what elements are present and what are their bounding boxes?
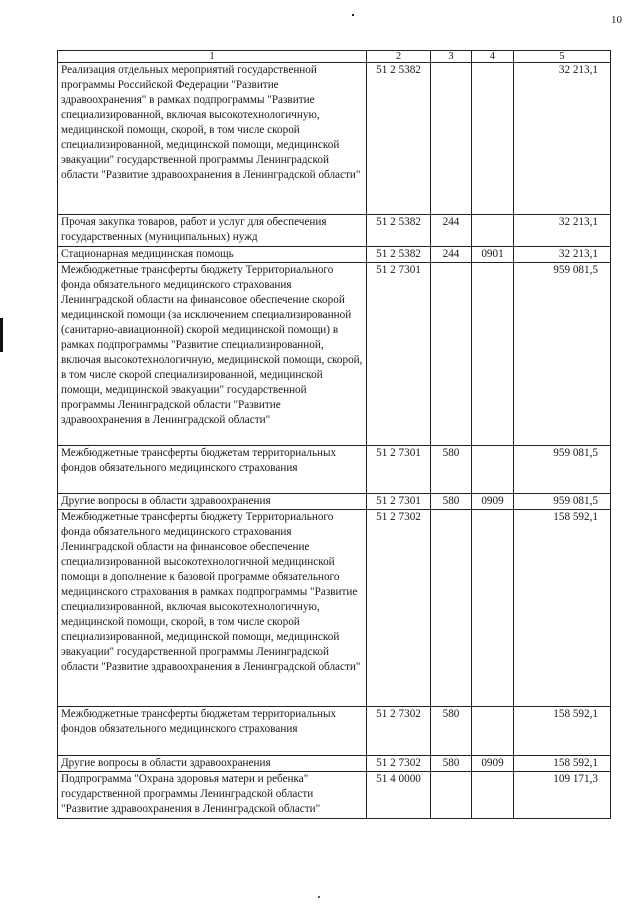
- row-section: [472, 63, 514, 215]
- row-description: Реализация отдельных мероприятий государственной программы Российской Федерации "Развитие здравоохранения" в рамках подпрограммы "Развитие специализированной, включая высокотехнологичную, медицинской помощи, скорой, в том числе скорой специализированной, медицинской помощи, медицинской эвакуации" государственной программы Ленинградской области "Развитие здравоохранения в Ленинградской области": [58, 63, 367, 215]
- row-code: 51 2 7302: [367, 756, 431, 772]
- row-expense-type: [431, 510, 472, 707]
- row-amount: 959 081,5: [514, 494, 611, 510]
- column-header: 2: [367, 51, 431, 63]
- row-section: [472, 510, 514, 707]
- budget-table: [57, 50, 611, 819]
- table-row: [58, 215, 611, 247]
- row-section: 0909: [472, 494, 514, 510]
- row-section: [472, 446, 514, 494]
- column-header: 4: [472, 51, 514, 63]
- row-expense-type: 580: [431, 707, 472, 756]
- column-header: 3: [431, 51, 472, 63]
- row-expense-type: [431, 263, 472, 446]
- row-description: Стационарная медицинская помощь: [58, 247, 367, 263]
- column-header: 5: [514, 51, 611, 63]
- row-section: [472, 772, 514, 819]
- table-row: [58, 63, 611, 215]
- row-amount: 959 081,5: [514, 263, 611, 446]
- row-section: 0909: [472, 756, 514, 772]
- row-code: 51 2 5382: [367, 63, 431, 215]
- row-expense-type: [431, 772, 472, 819]
- row-code: 51 2 7301: [367, 446, 431, 494]
- row-expense-type: 580: [431, 446, 472, 494]
- row-description: Межбюджетные трансферты бюджетам территориальных фондов обязательного медицинского страхования: [58, 707, 367, 756]
- row-code: 51 2 7301: [367, 494, 431, 510]
- row-amount: 32 213,1: [514, 215, 611, 247]
- row-expense-type: 580: [431, 756, 472, 772]
- row-code: 51 2 5382: [367, 215, 431, 247]
- row-description: Межбюджетные трансферты бюджетам территориальных фондов обязательного медицинского страхования: [58, 446, 367, 494]
- table-row: [58, 494, 611, 510]
- row-amount: 959 081,5: [514, 446, 611, 494]
- table-row: [58, 247, 611, 263]
- row-code: 51 2 5382: [367, 247, 431, 263]
- row-code: 51 2 7302: [367, 510, 431, 707]
- table-header-row: [58, 51, 611, 63]
- table-row: [58, 756, 611, 772]
- row-description: Другие вопросы в области здравоохранения: [58, 756, 367, 772]
- row-amount: 32 213,1: [514, 247, 611, 263]
- row-code: 51 2 7301: [367, 263, 431, 446]
- row-section: [472, 707, 514, 756]
- row-amount: 109 171,3: [514, 772, 611, 819]
- row-expense-type: 580: [431, 494, 472, 510]
- row-expense-type: 244: [431, 247, 472, 263]
- row-amount: 32 213,1: [514, 63, 611, 215]
- row-description: Прочая закупка товаров, работ и услуг для обеспечения государственных (муниципальных) нужд: [58, 215, 367, 247]
- table-row: [58, 510, 611, 707]
- row-section: [472, 215, 514, 247]
- table-row: [58, 446, 611, 494]
- scan-speck: [352, 14, 354, 16]
- column-header: 1: [58, 51, 367, 63]
- row-section: [472, 263, 514, 446]
- page-number: 10: [611, 14, 622, 26]
- table-row: [58, 772, 611, 819]
- row-code: 51 4 0000: [367, 772, 431, 819]
- row-expense-type: [431, 63, 472, 215]
- row-description: Подпрограмма "Охрана здоровья матери и ребенка" государственной программы Ленинградской области "Развитие здравоохранения в Ленинградской области": [58, 772, 367, 819]
- row-section: 0901: [472, 247, 514, 263]
- row-description: Межбюджетные трансферты бюджету Территориального фонда обязательного медицинского страхования Ленинградской области на финансовое обеспечение скорой медицинской помощи (за исключением специализированной (санитарно-авиационной) скорой медицинской помощи) в рамках подпрограммы "Развитие специализированной, включая высокотехнологичную, медицинской помощи, скорой, в том числе скорой специализированной, медицинской помощи, медицинской эвакуации" государственной программы Ленинградской области "Развитие здравоохранения в Ленинградской области": [58, 263, 367, 446]
- binding-mark: [0, 318, 3, 352]
- row-description: Другие вопросы в области здравоохранения: [58, 494, 367, 510]
- row-amount: 158 592,1: [514, 756, 611, 772]
- table-row: [58, 263, 611, 446]
- row-expense-type: 244: [431, 215, 472, 247]
- row-code: 51 2 7302: [367, 707, 431, 756]
- scan-speck: [318, 896, 320, 898]
- row-amount: 158 592,1: [514, 510, 611, 707]
- table-row: [58, 707, 611, 756]
- row-amount: 158 592,1: [514, 707, 611, 756]
- row-description: Межбюджетные трансферты бюджету Территориального фонда обязательного медицинского страхования Ленинградской области на финансовое обеспечение специализированной высокотехнологичной медицинской помощи в дополнение к базовой программе обязательного медицинского страхования в рамках подпрограммы "Развитие специализированной, включая высокотехнологичную, медицинской помощи, скорой, в том числе скорой специализированной, медицинской помощи, медицинской эвакуации" государственной программы Ленинградской области "Развитие здравоохранения в Ленинградской области": [58, 510, 367, 707]
